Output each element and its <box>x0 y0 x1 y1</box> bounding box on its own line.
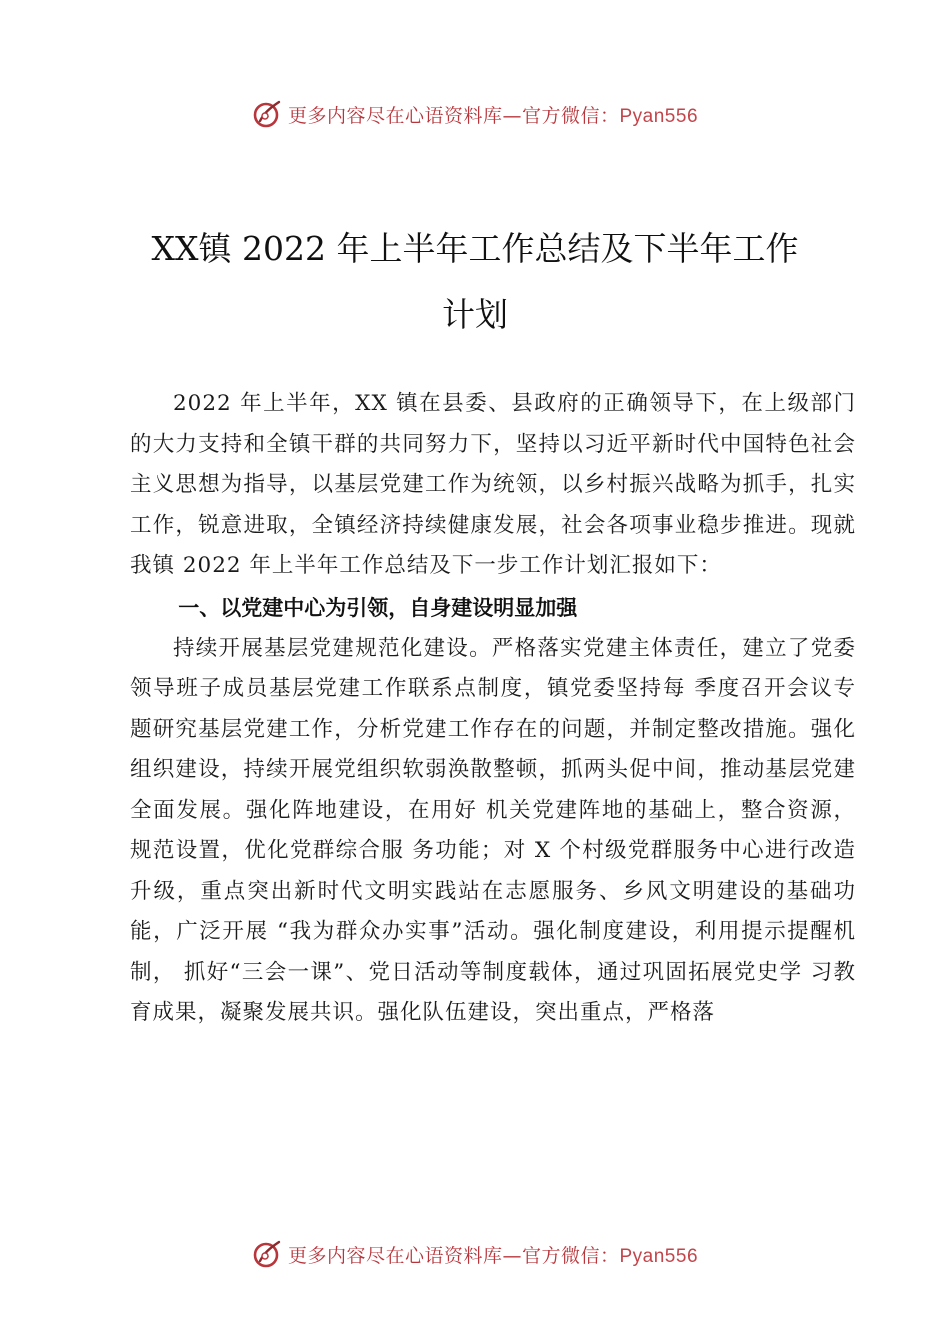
banner-text <box>288 101 698 128</box>
document-body <box>130 384 856 1034</box>
brush-logo-icon <box>252 99 282 129</box>
banner-label: 更多内容尽在心语资料库—官方微信： <box>287 104 620 127</box>
section-1-heading: 一、以党建中心为引领，自身建设明显加强 <box>178 595 578 620</box>
banner-text <box>288 1241 698 1268</box>
banner-wechat-handle: Pyan556 <box>619 1245 699 1267</box>
document-title-line-2: 计划 <box>442 295 508 334</box>
intro-paragraph: 2022 年上半年，XX 镇在县委、县政府的正确领导下，在上级部门的大力支持和全镇干群的共同努力下，坚持以习近平新时代中国特色社会主义思想为指导，以基层党建工作为统领，以乡村振兴战略为抓手，扎实工作，锐意进取，全镇经济持续健康发展，社会各项事业稳步推进。现就我镇 2022 年上半年工作总结及下一步工作计划汇报如下： <box>130 391 856 578</box>
banner-label: 更多内容尽在心语资料库—官方微信： <box>287 1244 620 1267</box>
header-watermark-banner <box>0 94 950 134</box>
banner-wechat-handle: Pyan556 <box>619 105 699 127</box>
section-1-paragraph: 持续开展基层党建规范化建设。严格落实党建主体责任，建立了党委领导班子成员基层党建工作联系点制度，镇党委坚持每 季度召开会议专题研究基层党建工作，分析党建工作存在的问题，并制定整改措施。强化组织建设，持续开展党组织软弱涣散整顿，抓两头促中间，推动基层党建全面发展。强化阵地建设，在用好 机关党建阵地的基础上，整合资源，规范设置，优化党群综合服 务功能；对 X 个村级党群服务中心进行改造升级，重点突出新时代文明实践站在志愿服务、乡风文明建设的基础功能，广泛开展 “我为群众办实事”活动。强化制度建设，利用提示提醒机制， 抓好“三会一课”、党日活动等制度载体，通过巩固拓展党史学 习教育成果，凝聚发展共识。强化队伍建设，突出重点，严格落 <box>130 635 856 1025</box>
brush-logo-icon <box>252 1239 282 1269</box>
footer-watermark-banner <box>0 1234 950 1274</box>
document-title-line-1: XX镇 2022 年上半年工作总结及下半年工作 <box>151 229 799 268</box>
